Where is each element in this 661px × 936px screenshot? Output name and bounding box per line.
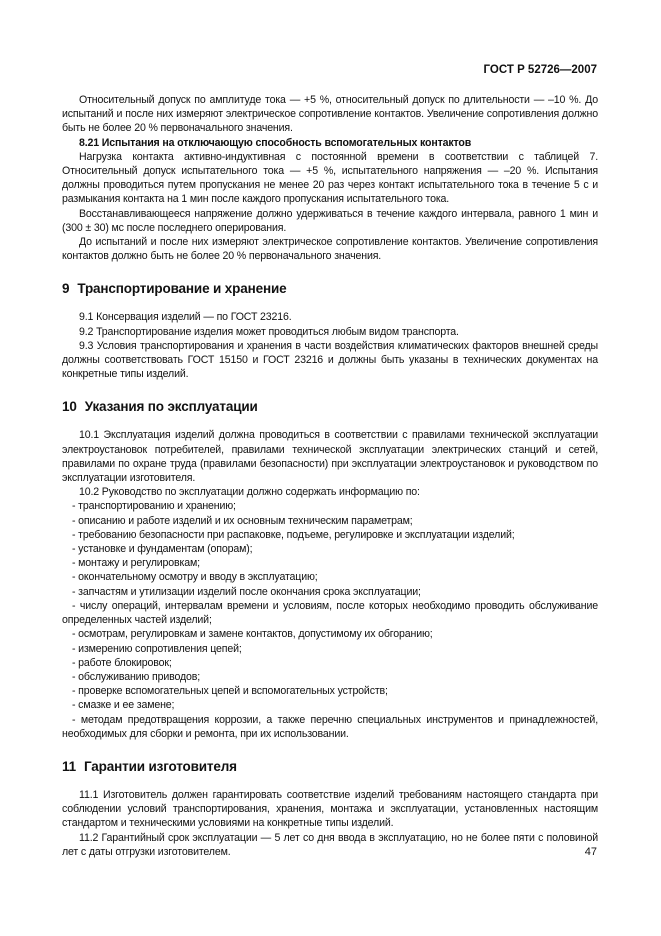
paragraph: 11.2 Гарантийный срок эксплуатации — 5 лет со дня ввода в эксплуатацию, но не более пяти с половиной лет с даты отгрузки изготовителем.	[62, 831, 598, 858]
list-item: - осмотрам, регулировкам и замене контактов, допустимому их обгоранию;	[72, 628, 433, 641]
list-item: - монтажу и регулировкам;	[72, 557, 200, 570]
section-number: 9	[62, 281, 70, 297]
section-heading-9	[62, 281, 598, 297]
section-title: Транспортирование и хранение	[77, 281, 287, 297]
list-item: - смазке и ее замене;	[72, 699, 175, 712]
list-item: - обслуживанию приводов;	[72, 670, 201, 683]
paragraph: До испытаний и после них измеряют электрическое сопротивление контактов. Увеличение сопротивления контактов должно быть не более 20 % первоначального значения.	[62, 236, 598, 263]
list-item: - установке и фундаментам (опорам);	[72, 543, 253, 556]
paragraph: Восстанавливающееся напряжение должно удерживаться в течение каждого интервала, равного 1 мин и (300 ± 30) мс после последнего оперирования.	[62, 207, 598, 234]
list-item: - запчастям и утилизации изделий после окончания срока эксплуатации;	[72, 585, 421, 598]
section-heading-11	[62, 759, 598, 775]
paragraph: Нагрузка контакта активно-индуктивная с постоянной времени в соответствии с таблицей 7. Относительный допуск испытательного тока — +5 %, испытательного напряжения — –20 %. Испытания должны проводиться путем пропускания не менее 20 раз через контакт испытательного тока в течение 5 с и размыкания контакта на 1 мин после каждого пропускания испытательного тока.	[62, 150, 598, 206]
list-item: - числу операций, интервалам времени и условиям, после которых необходимо проводить обслуживание определенных частей изделий;	[62, 599, 598, 627]
section-heading-10	[62, 399, 598, 415]
paragraph: 9.2 Транспортирование изделия может проводиться любым видом транспорта.	[79, 325, 459, 338]
paragraph: Относительный допуск по амплитуде тока — +5 %, относительный допуск по длительности — –10 %. До испытаний и после них измеряют электрическое сопротивление контактов. Увеличение сопротивления должно быть не более 20 % первоначального значения.	[62, 94, 598, 135]
list-item: - методам предотвращения коррозии, а также перечню специальных инструментов и принадлежностей, необходимых для сборки и ремонта, при их использовании.	[62, 713, 598, 740]
section-title: Гарантии изготовителя	[83, 758, 237, 774]
document-body	[62, 93, 598, 859]
paragraph: 9.1 Консервация изделий — по ГОСТ 23216.	[79, 311, 292, 324]
list	[62, 499, 598, 740]
section-number: 11	[62, 758, 76, 774]
list-item: - работе блокировок;	[72, 656, 172, 669]
page-number: 47	[584, 846, 597, 858]
paragraph: 11.1 Изготовитель должен гарантировать соответствие изделий требованиям настоящего стандарта при соблюдении условий транспортирования, хранения, монтажа и эксплуатации, установленных настоящим стандартом и техническими условиями на конкретные типы изделий.	[62, 788, 598, 830]
paragraph: 9.3 Условия транспортирования и хранения в части воздействия климатических факторов внешней среды должны соответствовать ГОСТ 15150 и ГОСТ 23216 и должны быть указаны в технических документах на конкретные типы изделий.	[62, 339, 598, 381]
list-item: - проверке вспомогательных цепей и вспомогательных устройств;	[72, 685, 388, 698]
section-number: 10	[62, 399, 77, 415]
clause-heading: 8.21 Испытания на отключающую способность вспомогательных контактов	[79, 136, 472, 149]
section-title: Указания по эксплуатации	[84, 399, 258, 415]
list-item: - измерению сопротивления цепей;	[72, 642, 242, 655]
list-item: - требованию безопасности при распаковке, подъеме, регулировке и эксплуатации изделий;	[72, 528, 515, 541]
list-item: - транспортированию и хранению;	[72, 500, 236, 513]
paragraph: 10.2 Руководство по эксплуатации должно содержать информацию по:	[79, 486, 420, 499]
paragraph: 10.1 Эксплуатация изделий должна проводиться в соответствии с правилами технической эксплуатации электроустановок потребителей, правилами технической эксплуатации электрических станций и сетей, правилами по охране труда (правилами безопасности) при эксплуатации электроустановок и руководством по эксплуатации изготовителя.	[62, 429, 598, 485]
list-item: - окончательному осмотру и вводу в эксплуатацию;	[72, 571, 318, 584]
document-header: ГОСТ Р 52726—2007	[483, 64, 597, 76]
list-item: - описанию и работе изделий и их основным техническим параметрам;	[72, 514, 413, 527]
